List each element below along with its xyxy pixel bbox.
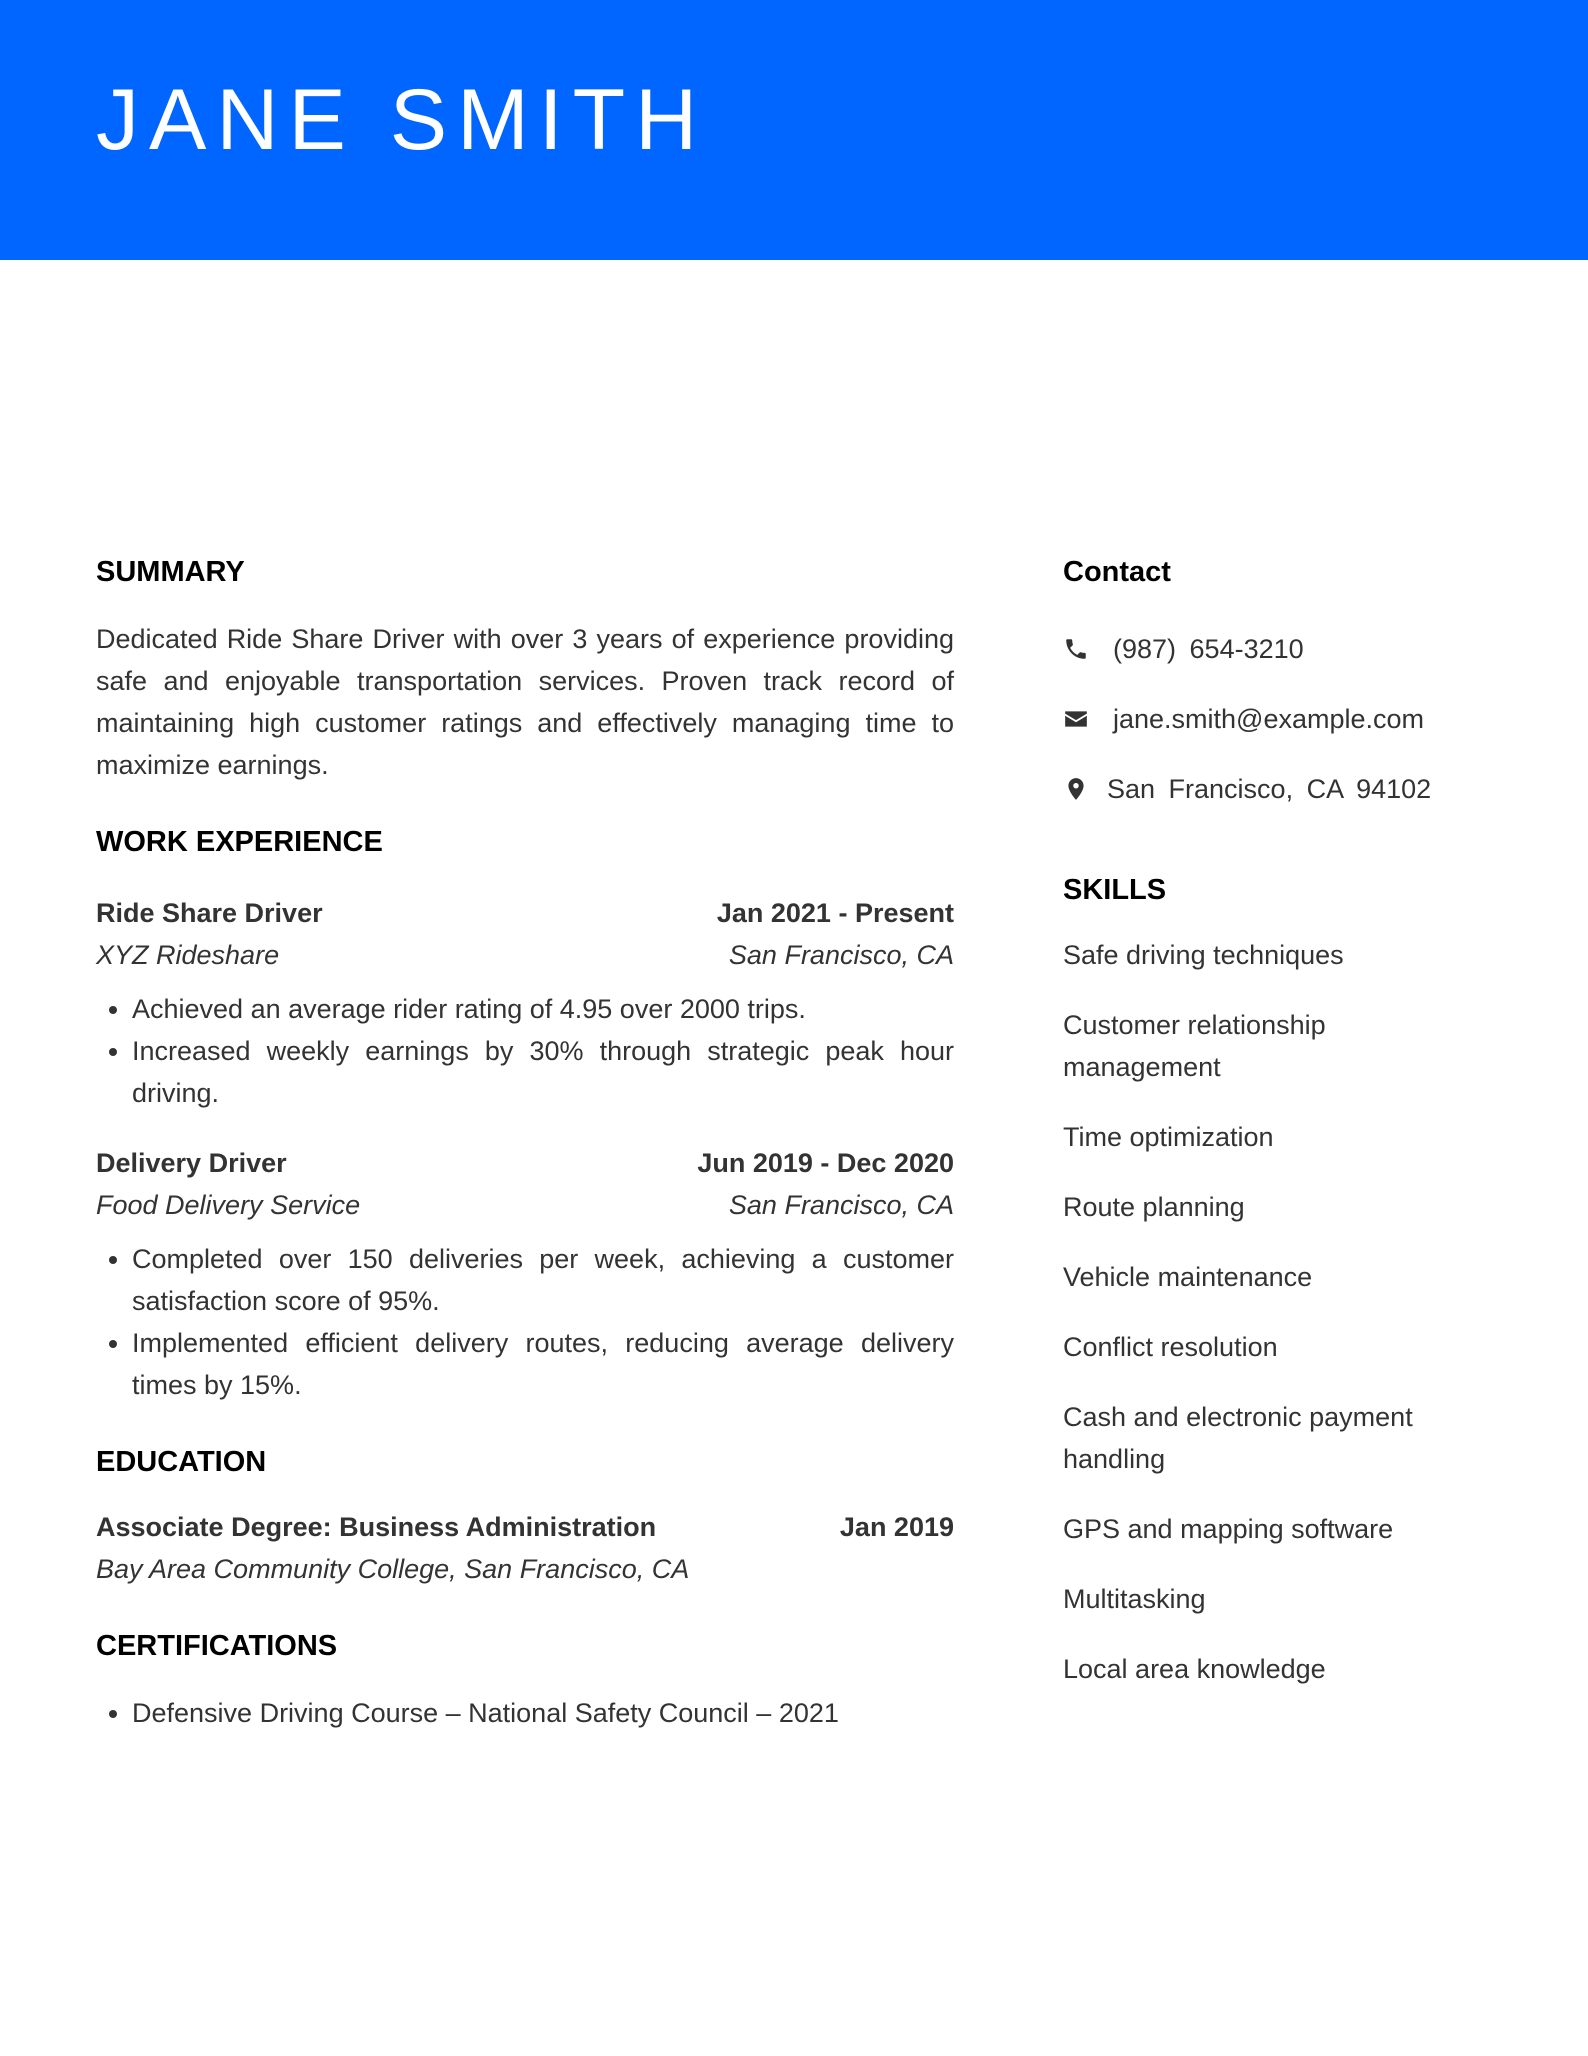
- education-entry: [96, 1506, 954, 1590]
- header-banner: [0, 0, 1588, 260]
- job-entry: [96, 1142, 954, 1406]
- job-company: XYZ Rideshare: [96, 940, 280, 970]
- skill-item: Safe driving techniques: [1063, 940, 1344, 970]
- main-column: [96, 550, 954, 1734]
- job-role: Ride Share Driver: [96, 898, 323, 928]
- email-address: jane.smith@example.com: [1113, 704, 1425, 734]
- education-heading: EDUCATION: [96, 1446, 267, 1478]
- candidate-name: JANE SMITH: [96, 71, 708, 168]
- skill-item: Cash and electronic payment handling: [1063, 1402, 1413, 1474]
- job-location: San Francisco, CA: [728, 940, 954, 970]
- contact-heading: Contact: [1063, 556, 1171, 588]
- certification-item: • Defensive Driving Course – National Safety Council – 2021: [132, 1692, 954, 1734]
- job-bullet: • Achieved an average rider rating of 4.95 over 2000 trips.: [132, 988, 954, 1030]
- summary-text: Dedicated Ride Share Driver with over 3 years of experience providing safe and enjoyable transportation services. Proven track record of maintaining high customer ratings and effectively managing time to maximize earnings.: [96, 624, 954, 780]
- degree: Associate Degree: Business Administration: [96, 1512, 657, 1542]
- job-bullet: • Increased weekly earnings by 30% through strategic peak hour driving.: [132, 1030, 954, 1114]
- skill-item: Conflict resolution: [1063, 1332, 1278, 1362]
- job-location: San Francisco, CA: [728, 1190, 954, 1220]
- job-bullet: • Implemented efficient delivery routes, reducing average delivery times by 15%.: [132, 1322, 954, 1406]
- skill-item: Local area knowledge: [1063, 1654, 1326, 1684]
- contact-location: [1063, 768, 1483, 810]
- job-entry: [96, 892, 954, 1114]
- skills-heading: SKILLS: [1063, 874, 1167, 906]
- summary-heading: SUMMARY: [96, 556, 245, 588]
- skills-list: [1063, 934, 1483, 1690]
- job-dates: Jun 2019 - Dec 2020: [697, 1148, 954, 1178]
- envelope-icon: [1063, 706, 1089, 732]
- job-bullet: • Completed over 150 deliveries per week, achieving a customer satisfaction score of 95%.: [132, 1238, 954, 1322]
- job-dates: Jan 2021 - Present: [716, 898, 954, 928]
- skill-item: Customer relationship management: [1063, 1010, 1326, 1082]
- job-role: Delivery Driver: [96, 1148, 287, 1178]
- certifications-list: [96, 1692, 954, 1734]
- job-company: Food Delivery Service: [96, 1190, 361, 1220]
- skill-item: GPS and mapping software: [1063, 1514, 1394, 1544]
- contact-phone: [1063, 628, 1483, 670]
- certifications-heading: CERTIFICATIONS: [96, 1630, 338, 1662]
- phone-number: (987) 654-3210: [1113, 634, 1304, 664]
- skill-item: Multitasking: [1063, 1584, 1206, 1614]
- contact-email: [1063, 698, 1483, 740]
- skill-item: Time optimization: [1063, 1122, 1274, 1152]
- school: Bay Area Community College, San Francisco, CA: [96, 1554, 690, 1584]
- map-pin-icon: [1063, 776, 1089, 802]
- education-date: Jan 2019: [839, 1512, 954, 1542]
- skill-item: Route planning: [1063, 1192, 1245, 1222]
- phone-icon: [1063, 636, 1089, 662]
- work-experience-heading: WORK EXPERIENCE: [96, 826, 383, 858]
- sidebar-column: [1063, 550, 1483, 1690]
- job-bullets: [96, 988, 954, 1114]
- skill-item: Vehicle maintenance: [1063, 1262, 1313, 1292]
- location-text: San Francisco, CA 94102: [1107, 774, 1432, 804]
- job-bullets: [96, 1238, 954, 1406]
